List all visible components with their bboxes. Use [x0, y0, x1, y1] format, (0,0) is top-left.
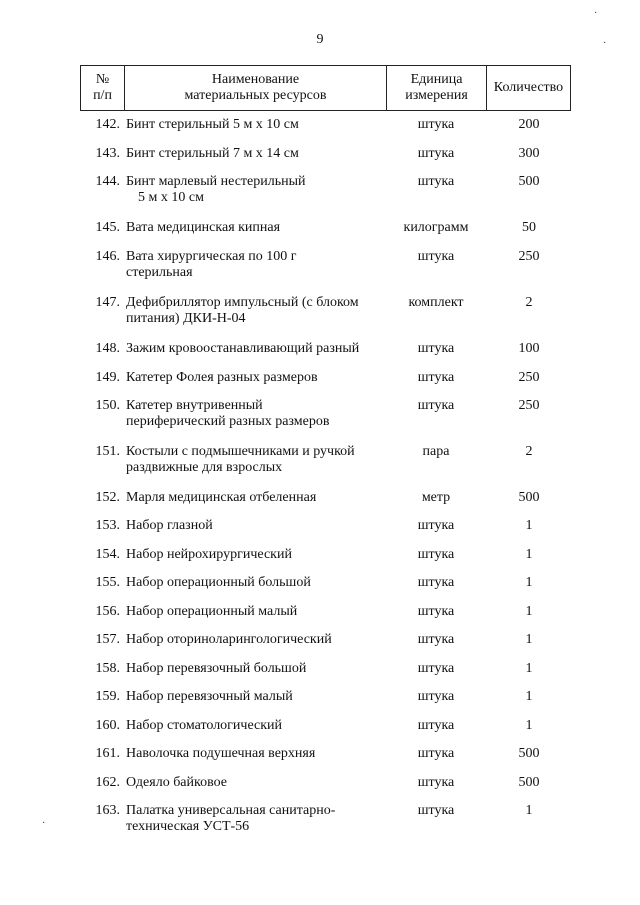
row-name-line1: Дефибриллятор импульсный (с блоком: [126, 295, 359, 310]
row-name-line1: Набор перевязочный большой: [126, 661, 307, 676]
row-name: [126, 575, 388, 591]
row-number: 157.: [95, 632, 120, 647]
row-number: 156.: [95, 604, 120, 619]
row-name-line1: Набор перевязочный малый: [126, 689, 293, 704]
row-name-line1: Набор стоматологический: [126, 718, 283, 733]
row-name-line1: Катетер внутривенный: [126, 398, 263, 413]
row-number: 144.: [95, 174, 120, 189]
row-name-line1: Одеяло байковое: [126, 775, 228, 790]
row-name-line1: Вата медицинская кипная: [126, 220, 281, 235]
row-name-line1: Костыли с подмышечниками и ручкой: [126, 444, 355, 459]
row-quantity: 1: [525, 803, 533, 818]
row-quantity: 1: [525, 661, 533, 676]
row-name: [126, 746, 388, 762]
scan-speck: ·: [42, 818, 46, 829]
row-number: 161.: [95, 746, 120, 761]
row-name-line2: питания) ДКИ-Н-04: [126, 311, 246, 326]
row-unit: штука: [417, 775, 455, 790]
header-name-line1: Наименование: [211, 72, 300, 87]
row-name: [126, 547, 388, 563]
row-name: [126, 444, 388, 476]
header-num-line2: п/п: [93, 88, 112, 103]
scan-speck: ·: [603, 38, 607, 49]
row-unit: штука: [417, 174, 455, 189]
row-number: 162.: [95, 775, 120, 790]
row-number: 150.: [95, 398, 120, 413]
row-quantity: 500: [518, 775, 540, 790]
row-name-line1: Набор нейрохирургический: [126, 547, 292, 562]
row-unit: метр: [421, 490, 451, 505]
row-quantity: 1: [525, 518, 533, 533]
row-quantity: 1: [525, 718, 533, 733]
row-name-line1: Палатка универсальная санитарно-: [126, 803, 336, 818]
row-quantity: 50: [522, 220, 536, 235]
row-quantity: 300: [518, 146, 540, 161]
row-quantity: 1: [525, 689, 533, 704]
row-quantity: 200: [518, 117, 540, 132]
row-name-line1: Набор операционный малый: [126, 604, 298, 619]
row-name-line1: Бинт стерильный 7 м х 14 см: [126, 146, 299, 161]
row-name: [126, 775, 388, 791]
row-name: [126, 174, 388, 206]
row-number: 159.: [95, 689, 120, 704]
row-name: [126, 604, 388, 620]
row-quantity: 250: [518, 249, 540, 264]
row-name-line2: периферический разных размеров: [126, 414, 330, 429]
row-name: [126, 718, 388, 734]
row-name-line1: Набор оториноларингологический: [126, 632, 332, 647]
row-name-line1: Набор глазной: [126, 518, 213, 533]
row-unit: штука: [417, 341, 455, 356]
row-unit: штука: [417, 689, 455, 704]
row-name-line1: Зажим кровоостанавливающий разный: [126, 341, 360, 356]
row-unit: штука: [417, 746, 455, 761]
row-quantity: 100: [518, 341, 540, 356]
row-name: [126, 398, 388, 430]
row-name: [126, 661, 388, 677]
row-quantity: 250: [518, 370, 540, 385]
row-number: 163.: [95, 803, 120, 818]
row-name: [126, 117, 388, 133]
row-name: [126, 295, 388, 327]
table-header: [80, 65, 571, 111]
row-number: 143.: [95, 146, 120, 161]
row-unit: штука: [417, 604, 455, 619]
header-num-line1: №: [95, 72, 110, 87]
row-quantity: 1: [525, 575, 533, 590]
row-number: 142.: [95, 117, 120, 132]
row-number: 151.: [95, 444, 120, 459]
row-name: [126, 220, 388, 236]
header-name-cell: [125, 66, 387, 110]
row-quantity: 500: [518, 490, 540, 505]
row-name: [126, 370, 388, 386]
row-quantity: 2: [525, 295, 533, 310]
row-number: 154.: [95, 547, 120, 562]
row-unit: штука: [417, 575, 455, 590]
row-number: 147.: [95, 295, 120, 310]
row-unit: штука: [417, 370, 455, 385]
row-quantity: 250: [518, 398, 540, 413]
row-name-line1: Бинт марлевый нестерильный: [126, 174, 306, 189]
row-quantity: 1: [525, 547, 533, 562]
row-name: [126, 490, 388, 506]
row-name-line1: Бинт стерильный 5 м х 10 см: [126, 117, 299, 132]
row-name-line2: раздвижные для взрослых: [126, 460, 283, 475]
row-number: 149.: [95, 370, 120, 385]
row-number: 160.: [95, 718, 120, 733]
row-unit: штука: [417, 146, 455, 161]
row-unit: комплект: [408, 295, 464, 310]
row-unit: штука: [417, 803, 455, 818]
page-number: 9: [316, 32, 324, 47]
row-unit: штука: [417, 632, 455, 647]
scan-speck: ·: [594, 8, 598, 19]
header-quantity: Количество: [493, 80, 564, 95]
row-unit: штука: [417, 718, 455, 733]
row-name: [126, 146, 388, 162]
row-name-line1: Вата хирургическая по 100 г: [126, 249, 297, 264]
row-name-line2: 5 м х 10 см: [138, 190, 204, 205]
row-unit: пара: [422, 444, 450, 459]
row-number: 158.: [95, 661, 120, 676]
row-name: [126, 689, 388, 705]
header-quantity-cell: [487, 66, 570, 110]
row-name-line1: Марля медицинская отбеленная: [126, 490, 317, 505]
header-number-cell: [81, 66, 125, 110]
row-number: 146.: [95, 249, 120, 264]
header-unit-line2: измерения: [405, 88, 468, 103]
row-name-line1: Набор операционный большой: [126, 575, 311, 590]
row-quantity: 500: [518, 174, 540, 189]
row-quantity: 1: [525, 632, 533, 647]
row-unit: штука: [417, 518, 455, 533]
row-quantity: 2: [525, 444, 533, 459]
row-number: 153.: [95, 518, 120, 533]
row-name: [126, 632, 388, 648]
row-unit: штука: [417, 117, 455, 132]
row-name-line2: стерильная: [126, 265, 193, 280]
row-unit: штука: [417, 398, 455, 413]
row-unit: килограмм: [403, 220, 469, 235]
row-quantity: 1: [525, 604, 533, 619]
row-quantity: 500: [518, 746, 540, 761]
row-number: 148.: [95, 341, 120, 356]
header-unit-cell: [387, 66, 487, 110]
row-name-line2: техническая УСТ-56: [126, 819, 250, 834]
row-name: [126, 249, 388, 281]
header-unit-line1: Единица: [410, 72, 463, 87]
row-name-line1: Катетер Фолея разных размеров: [126, 370, 318, 385]
row-number: 152.: [95, 490, 120, 505]
header-name-line2: материальных ресурсов: [184, 88, 327, 103]
row-number: 155.: [95, 575, 120, 590]
row-name-line1: Наволочка подушечная верхняя: [126, 746, 316, 761]
row-unit: штука: [417, 661, 455, 676]
row-name: [126, 518, 388, 534]
row-unit: штука: [417, 547, 455, 562]
row-unit: штука: [417, 249, 455, 264]
row-name: [126, 803, 388, 835]
row-number: 145.: [95, 220, 120, 235]
row-name: [126, 341, 388, 357]
